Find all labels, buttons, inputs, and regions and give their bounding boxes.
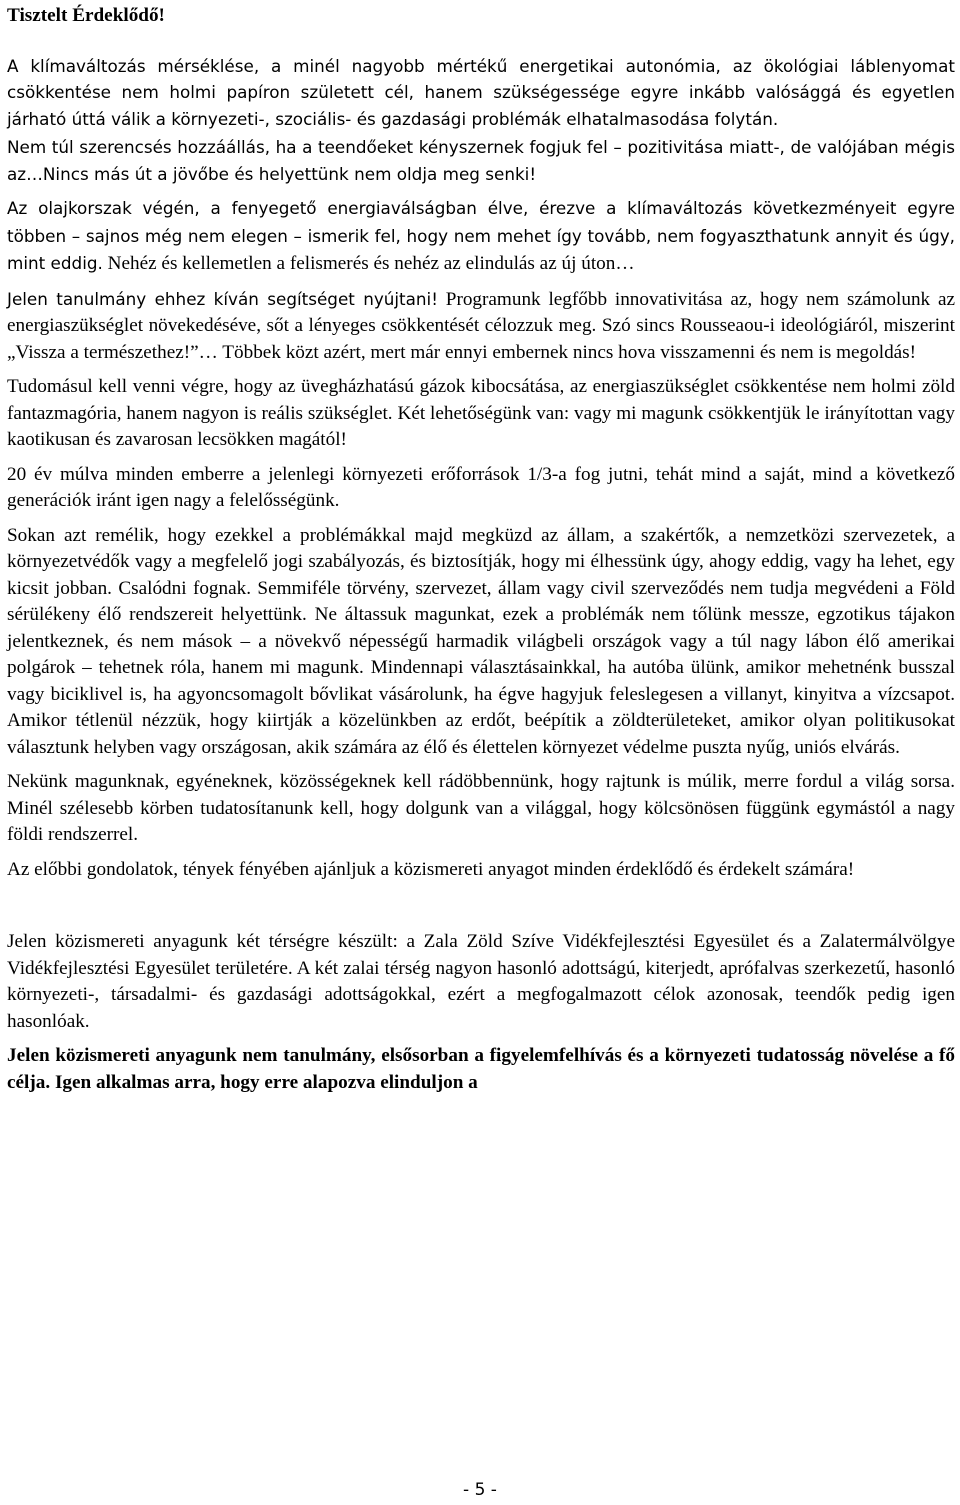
blank-line [7,30,955,53]
paragraph-oil-era [7,195,955,278]
section-gap [7,891,955,929]
paragraph-study-purpose [7,286,955,367]
paragraph-goal: Jelen közismereti anyagunk nem tanulmány, elsősorban a figyelemfelhívás és a környezeti tudatosság növelése a fő célja. Igen alkalmas arra, hogy erre alapozva elinduljon a [7,1045,955,1093]
document-page [7,0,955,1104]
paragraph-responsibility: Sokan azt remélik, hogy ezekkel a problémákkal majd megküzd az állam, a szakértők, a nemzetközi szervezetek, a környezetvédők vagy a megfelelő jogi szabályozás, és biztosítják, hogy mi élhessünk úgy, ahogy eddig, vagy ha lehet, egy kicsit jobban. Csalódni fognak. Semmiféle törvény, szervezet, állam vagy civil szerveződés nem tudja megvédeni a Föld sérülékeny élő rendszereit helyettünk. Ne áltassuk magunkat, ezek a problémák nem tőlünk messze, egzotikus tájakon jelentkeznek, és nem mások – a növekvő népességű harmadik világbeli országok vagy a túl nagy lábon élő amerikai polgárok – tehetnek róla, hanem mi magunk. Mindennapi választásainkkal, ha autóba ülünk, amikor mehetnénk busszal vagy biciklivel is, ha agyoncsomagolt bővlikat vásárolunk, ha égve hagyjuk feleslegesen a villanyt, kinyitva a vízcsapot. Amikor tétlenül nézzük, hogy kiirtják a közelünkben az erdőt, beépítik a zöldterületeket, amikor olyan politikusokat választunk helyben vagy országosan, akik számára az élő és élettelen környezet védelme puszta nyűg, uniós elvárás. [7,524,955,758]
paragraph-intro: A klímaváltozás mérséklése, a minél nagyobb mértékű energetikai autonómia, az ökológiai láblenyomat csökkentése nem holmi papíron született cél, hanem szükségessége egyre inkább valósággá és egyetlen járható úttá válik a környezeti-, szociális- és gazdasági problémák elhatalmasodása folytán. [7,55,955,129]
study-purpose-lead: Jelen tanulmány ehhez kíván segítséget nyújtani! [7,288,438,309]
paragraph-recommendation: Az előbbi gondolatok, tények fényében ajánljuk a közismereti anyagot minden érdeklődő és érdekelt számára! [7,858,855,880]
paragraph-regions: Jelen közismereti anyagunk két térségre készült: a Zala Zöld Szíve Vidékfejlesztési Egyesület és a Zalatermálvölgye Vidékfejlesztési Egyesület területére. A két zalai térség nagyon hasonló adottságú, kiterjedt, aprófalvas szerkezetű, hasonló környezeti-, társadalmi- és gazdasági adottságokkal, ezért a megfogalmazott célok azonosak, teendők pedig igen hasonlóak. [7,931,955,1032]
oil-era-text: Az olajkorszak végén, a fenyegető energiaválságban élve, érezve a klímaváltozás következményeit egyre többen – sajnos még nem elegen – ismerik fel, hogy nem mehet így tovább, nem fogyaszthatunk annyit és úgy, mint eddig. [7,198,955,273]
paragraph-attitude: Nem túl szerencsés hozzáállás, ha a teendőeket kényszernek fogjuk fel – pozitivitása miatt-, de valójában mégis az…Nincs más út a jövőbe és helyettünk nem oldja meg senki! [7,137,955,184]
page-number: - 5 - [463,1480,497,1500]
paragraph-ourselves: Nekünk magunknak, egyéneknek, közösségeknek kell rádöbbennünk, hogy rajtunk is múlik, merre fordul a világ sorsa. Minél szélesebb körben tudatosítanunk kell, hogy dolgunk van a világgal, hogy kölcsönösen függünk egymástól a nagy földi rendszerrel. [7,771,955,845]
paragraph-resources: 20 év múlva minden emberre a jelenlegi környezeti erőforrások 1/3-a fog jutni, tehát mind a saját, mind a következő generációk iránt igen nagy a felelősségünk. [7,463,955,511]
greeting-heading: Tisztelt Érdeklődő! [7,5,165,26]
paragraph-greenhouse: Tudomásul kell venni végre, hogy az üvegházhatású gázok kibocsátása, az energiaszükséglet csökkentése nem holmi zöld fantazmagória, hanem nagyon is reális szükséglet. Két lehetőségünk van: vagy mi magunk csökkentjük le irányítottan vagy kaotikusan és zavarosan lecsökken magától! [7,376,955,450]
study-purpose-text: Programunk legfőbb innovativitása az, hogy nem számolunk az energiaszükséglet növekedéséve, sőt a lényeges csökkentését célozzuk meg. Szó sincs Rousseaou-i ideológiáról, miszerint „Vissza a természethez!”… Többek közt azért, mert már ennyi embernek nincs hova visszamenni és nem is megoldás! [7,288,955,363]
oil-era-text-cont: Nehéz és kellemetlen a felismerés és nehéz az elindulás az új úton… [102,253,635,274]
